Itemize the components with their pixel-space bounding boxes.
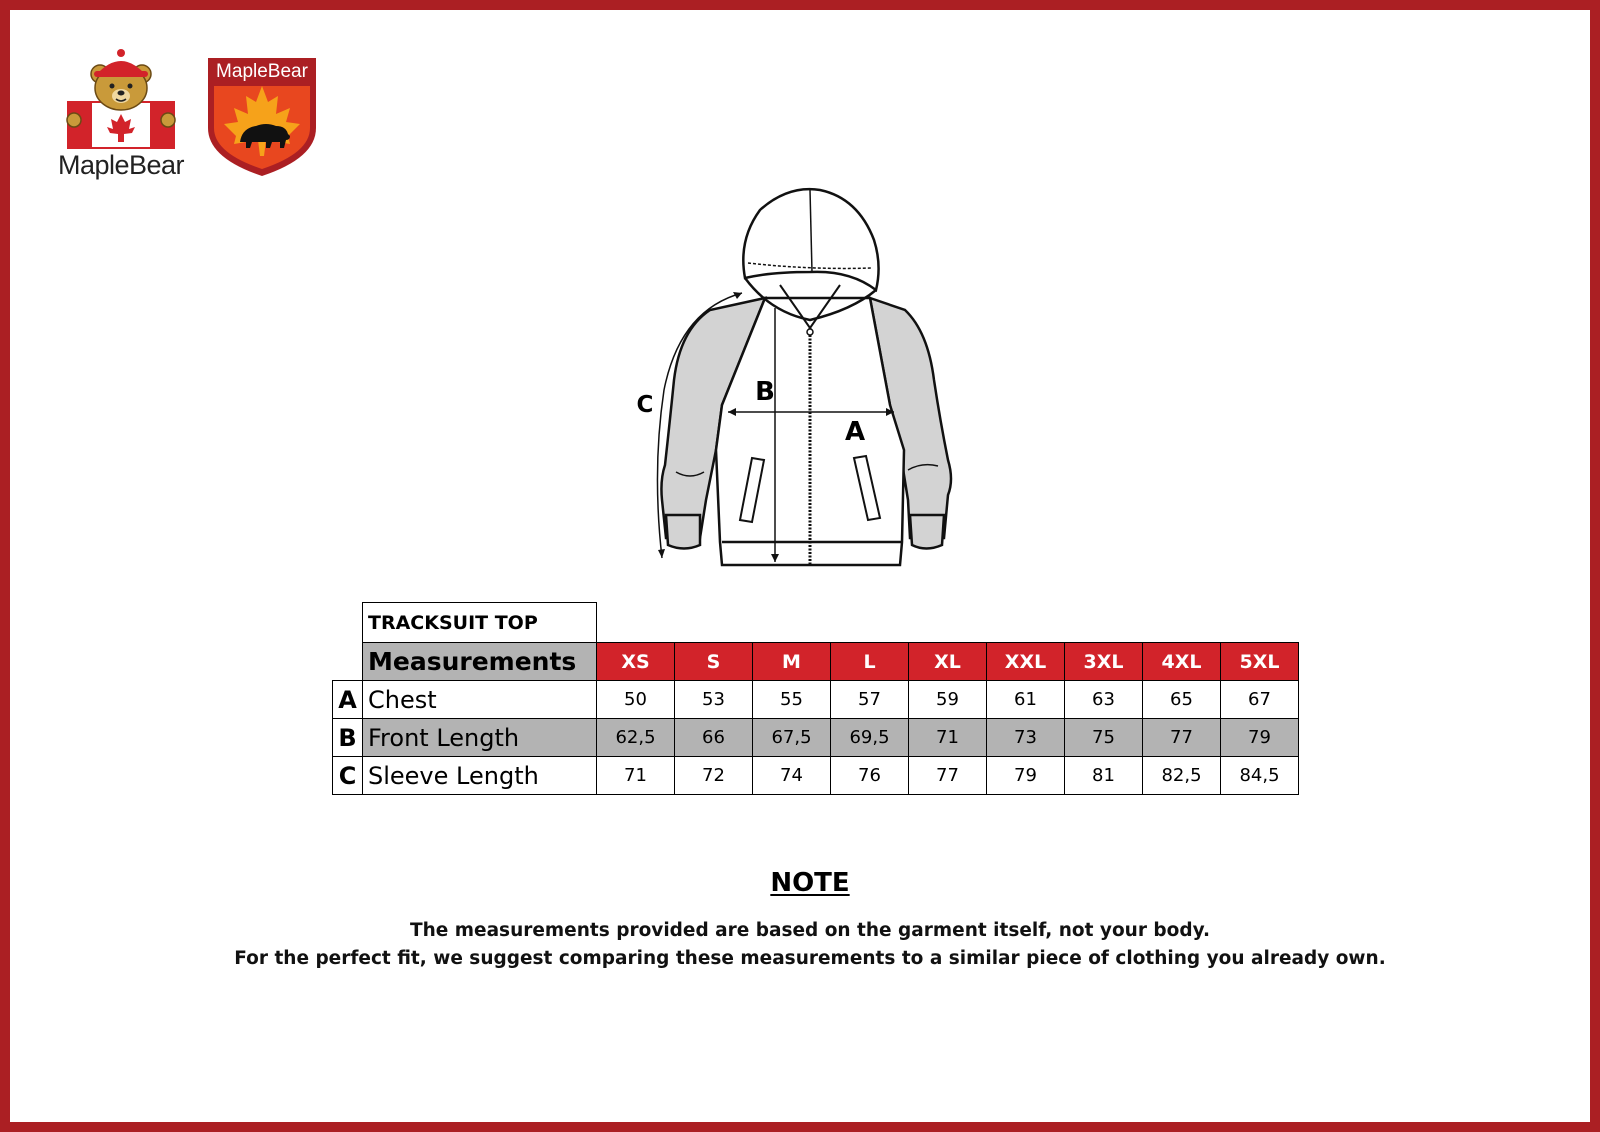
table-cell: 57 xyxy=(831,681,909,719)
size-header: XS xyxy=(597,643,675,681)
table-cell: 71 xyxy=(597,757,675,795)
table-cell: 71 xyxy=(909,719,987,757)
label-c: C xyxy=(636,392,654,418)
table-cell: 69,5 xyxy=(831,719,909,757)
row-letter: C xyxy=(333,757,363,795)
table-cell: 62,5 xyxy=(597,719,675,757)
table-cell: 53 xyxy=(675,681,753,719)
hoodie-diagram xyxy=(610,180,970,575)
table-header-row xyxy=(333,643,1299,681)
table-title: TRACKSUIT TOP xyxy=(363,603,597,643)
table-cell: 72 xyxy=(675,757,753,795)
table-cell: 55 xyxy=(753,681,831,719)
table-cell: 73 xyxy=(987,719,1065,757)
measurements-header: Measurements xyxy=(363,643,597,681)
size-header: M xyxy=(753,643,831,681)
table-row-chest xyxy=(333,681,1299,719)
table-cell: 63 xyxy=(1065,681,1143,719)
size-header: XXL xyxy=(987,643,1065,681)
table-cell: 76 xyxy=(831,757,909,795)
note-title: NOTE xyxy=(770,868,850,898)
size-header: 3XL xyxy=(1065,643,1143,681)
size-header: S xyxy=(675,643,753,681)
size-header: 4XL xyxy=(1143,643,1221,681)
table-cell: 67,5 xyxy=(753,719,831,757)
row-label: Front Length xyxy=(363,719,597,757)
maplebear-logo xyxy=(46,48,196,188)
table-row-front-length xyxy=(333,719,1299,757)
note-line-1: The measurements provided are based on the garment itself, not your body. xyxy=(409,920,1211,941)
table-cell: 74 xyxy=(753,757,831,795)
table-cell: 66 xyxy=(675,719,753,757)
table-cell: 79 xyxy=(987,757,1065,795)
badge-text: MapleBear xyxy=(216,61,308,82)
table-cell: 79 xyxy=(1221,719,1299,757)
table-cell: 77 xyxy=(909,757,987,795)
size-chart-table xyxy=(332,602,1299,795)
table-row-sleeve-length xyxy=(333,757,1299,795)
table-cell: 75 xyxy=(1065,719,1143,757)
size-header: L xyxy=(831,643,909,681)
table-cell: 61 xyxy=(987,681,1065,719)
table-cell: 50 xyxy=(597,681,675,719)
row-label: Sleeve Length xyxy=(363,757,597,795)
size-header: 5XL xyxy=(1221,643,1299,681)
maplebear-shield-badge xyxy=(206,56,318,178)
size-header: XL xyxy=(909,643,987,681)
label-a: A xyxy=(844,417,866,447)
label-b: B xyxy=(755,377,775,407)
bear-flag-icon xyxy=(64,48,178,150)
table-cell: 65 xyxy=(1143,681,1221,719)
table-cell: 84,5 xyxy=(1221,757,1299,795)
table-cell: 59 xyxy=(909,681,987,719)
table-cell: 67 xyxy=(1221,681,1299,719)
table-cell: 82,5 xyxy=(1143,757,1221,795)
row-letter: B xyxy=(333,719,363,757)
table-cell: 81 xyxy=(1065,757,1143,795)
note-line-2: For the perfect fit, we suggest comparing these measurements to a similar piece of clothing you already own. xyxy=(234,948,1386,969)
table-cell: 77 xyxy=(1143,719,1221,757)
brand-name: MapleBear xyxy=(57,150,185,180)
table-title-row xyxy=(333,603,1299,643)
row-letter: A xyxy=(333,681,363,719)
row-label: Chest xyxy=(363,681,597,719)
